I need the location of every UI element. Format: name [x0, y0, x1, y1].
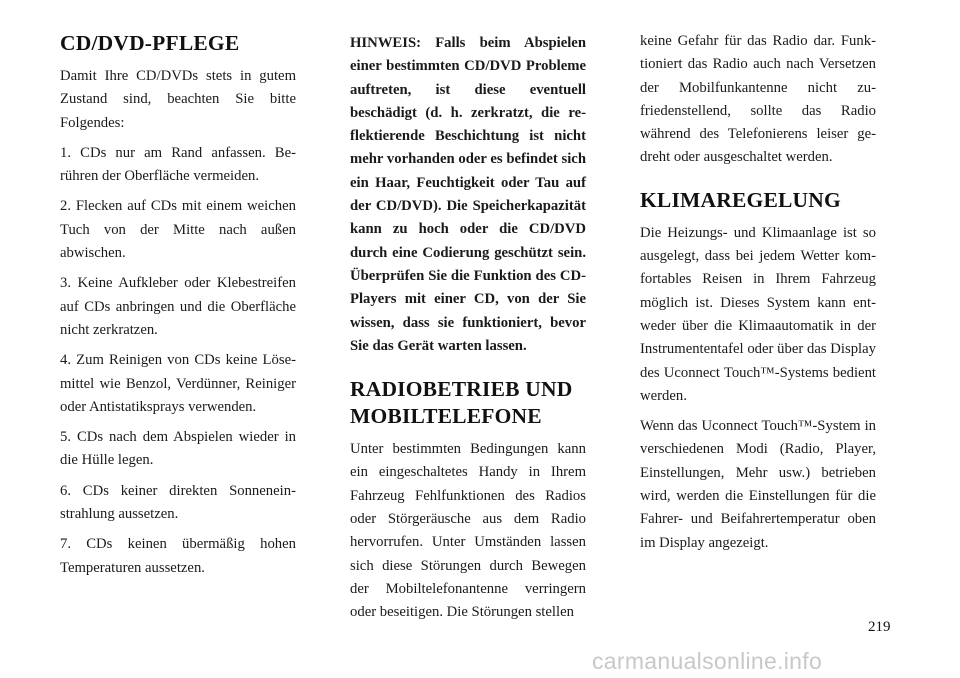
column-3	[640, 30, 876, 562]
page-number: 219	[868, 619, 891, 635]
note-paragraph: HINWEIS: Falls beim Abspielen einer bestimmten CD/DVD Probleme auftreten, ist diese eventuell beschädigt (d. h. zerkratzt, die reflektierende Beschichtung ist nicht mehr vorhanden oder es befindet sich ein Haar, Feuchtigkeit oder Tau auf der CD/DVD). Die Speicherkapazität kann zu hoch oder die CD/DVD durch eine Codierung geschützt sein. Überprüfen Sie die Funktion des CD-Players mit einer CD, von der Sie wissen, dass sie funktioniert, bevor Sie das Gerät warten lassen.	[350, 35, 586, 354]
paragraph-intro: Damit Ihre CD/DVDs stets in gutem Zustand sind, beachten Sie bitte Folgendes:	[60, 68, 296, 131]
list-item-7: 7. CDs keinen übermäßig hohen Temperaturen aussetzen.	[60, 536, 296, 576]
heading-line-2: MOBILTELEFONE	[350, 404, 542, 429]
heading-radio-mobile	[350, 376, 586, 430]
column-2	[350, 30, 586, 632]
paragraph-uconnect-modes: Wenn das Uconnect Touch™-System in verschiedenen Modi (Radio, Player, Einstellungen, Mehr usw.) betrieben wird, werden die Einstellungen für die Fahrer- und Beifahrertemperatur oben im Display angezeigt.	[640, 418, 876, 551]
heading-cd-dvd-care: CD/DVD-PFLEGE	[60, 31, 240, 55]
watermark: carmanualsonline.info	[592, 648, 823, 674]
paragraph-radio-interference: Unter bestimmten Bedingungen kann ein eingeschaltetes Handy in Ihrem Fahrzeug Fehlfunktionen des Radios oder Störgeräusche aus dem Radio hervorrufen. Unter Umständen lassen sich diese Störungen durch Bewegen der Mobiltelefonantenne verringern oder beseitigen. Die Störungen stellen	[350, 441, 586, 621]
list-item-5: 5. CDs nach dem Abspielen wieder in die Hülle legen.	[60, 429, 296, 469]
heading-climate-control: KLIMAREGELUNG	[640, 187, 841, 212]
paragraph-continuation: keine Gefahr für das Radio dar. Funktioniert das Radio auch nach Versetzen der Mobilfunkantenne nicht zufriedenstellend, sollte das Radio während des Telefonierens leiser gedreht oder ausgeschaltet werden.	[640, 33, 876, 166]
list-item-1: 1. CDs nur am Rand anfassen. Berühren der Oberfläche vermeiden.	[60, 144, 296, 185]
paragraph-climate-system: Die Heizungs- und Klimaanlage ist so ausgelegt, dass bei jedem Wetter komfortables Reisen in Ihrem Fahrzeug möglich ist. Dieses System kann entweder über die Klimaautomatik in der Instrumententafel oder über das Display des Uconnect Touch™-Systems bedient werden.	[640, 224, 876, 404]
heading-line-1: RADIOBETRIEB UND	[350, 377, 573, 402]
list-item-4: 4. Zum Reinigen von CDs keine Lösemittel wie Benzol, Verdünner, Reiniger oder Antistatiksprays verwenden.	[60, 352, 296, 415]
list-item-3: 3. Keine Aufkleber oder Klebestreifen auf CDs anbringen und die Oberfläche nicht zerkratzen.	[60, 275, 296, 338]
column-1	[60, 30, 296, 587]
list-item-2: 2. Flecken auf CDs mit einem weichen Tuch von der Mitte nach außen abwischen.	[60, 198, 296, 262]
list-item-6: 6. CDs keiner direkten Sonneneinstrahlung aussetzen.	[60, 482, 296, 523]
